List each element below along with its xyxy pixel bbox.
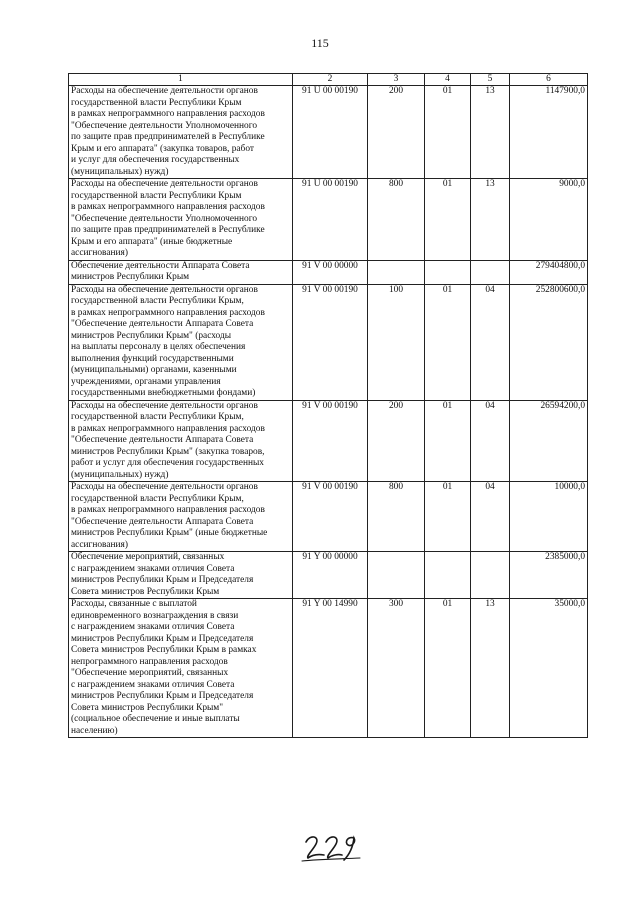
row-code: 91 U 00 00190 (293, 86, 368, 179)
row-amount: 2385000,0 (510, 552, 588, 599)
header-col-6: 6 (510, 74, 588, 86)
row-code: 91 U 00 00190 (293, 179, 368, 261)
header-col-2: 2 (293, 74, 368, 86)
row-col5 (471, 260, 510, 284)
row-amount: 252800600,0 (510, 284, 588, 400)
table-row (69, 599, 588, 738)
row-col4: 01 (425, 400, 471, 482)
row-col3: 800 (368, 482, 425, 552)
row-col4: 01 (425, 599, 471, 738)
row-col3: 200 (368, 86, 425, 179)
row-code: 91 V 00 00190 (293, 482, 368, 552)
row-description: Расходы, связанные с выплатой единовременного вознаграждения в связи с награждением знаками отличия Совета министров Республики Крым и Председателя Совета министров Республики Крым в рамках непрограммного направления расходов "Обеспечение мероприятий, связанных с награждением знаками отличия Совета министров Республики Крым и Председателя Совета министров Республики Крым" (социальное обеспечение и иные выплаты населению) (69, 599, 293, 738)
row-description: Расходы на обеспечение деятельности органов государственной власти Республики Крым, в рамках непрограммного направления расходов "Обеспечение деятельности Аппарата Совета министров Республики Крым" (расходы на выплаты персоналу в целях обеспечения выполнения функций государственными (муниципальными) органами, казенными учреждениями, органами управления государственными внебюджетными фондами) (69, 284, 293, 400)
row-col5 (471, 552, 510, 599)
row-col5: 04 (471, 284, 510, 400)
row-col5: 13 (471, 599, 510, 738)
table-row (69, 86, 588, 179)
row-col3: 800 (368, 179, 425, 261)
header-col-3: 3 (368, 74, 425, 86)
row-col4 (425, 552, 471, 599)
row-description: Обеспечение деятельности Аппарата Совета министров Республики Крым (69, 260, 293, 284)
row-amount: 1147900,0 (510, 86, 588, 179)
row-code: 91 Y 00 00000 (293, 552, 368, 599)
row-amount: 10000,0 (510, 482, 588, 552)
row-col3 (368, 260, 425, 284)
row-amount: 35000,0 (510, 599, 588, 738)
table-row (69, 179, 588, 261)
row-col4 (425, 260, 471, 284)
row-col3: 300 (368, 599, 425, 738)
row-code: 91 V 00 00190 (293, 400, 368, 482)
table-row (69, 400, 588, 482)
header-col-1: 1 (69, 74, 293, 86)
row-col3: 200 (368, 400, 425, 482)
table-row (69, 260, 588, 284)
row-col4: 01 (425, 284, 471, 400)
row-description: Расходы на обеспечение деятельности органов государственной власти Республики Крым, в рамках непрограммного направления расходов "Обеспечение деятельности Аппарата Совета министров Республики Крым" (иные бюджетные ассигнования) (69, 482, 293, 552)
row-code: 91 V 00 00000 (293, 260, 368, 284)
row-description: Расходы на обеспечение деятельности органов государственной власти Республики Крым, в рамках непрограммного направления расходов "Обеспечение деятельности Аппарата Совета министров Республики Крым" (закупка товаров, работ и услуг для обеспечения государственных (муниципальных) нужд) (69, 400, 293, 482)
header-col-5: 5 (471, 74, 510, 86)
row-col3: 100 (368, 284, 425, 400)
header-col-4: 4 (425, 74, 471, 86)
row-col3 (368, 552, 425, 599)
table-row (69, 482, 588, 552)
table-row (69, 552, 588, 599)
handwritten-signature (300, 828, 364, 864)
header-row (69, 74, 588, 86)
row-description: Обеспечение мероприятий, связанных с награждением знаками отличия Совета министров Республики Крым и Председателя Совета министров Республики Крым (69, 552, 293, 599)
row-col5: 04 (471, 482, 510, 552)
page-number: 115 (311, 36, 329, 50)
row-amount: 9000,0 (510, 179, 588, 261)
row-code: 91 Y 00 14990 (293, 599, 368, 738)
row-amount: 279404800,0 (510, 260, 588, 284)
row-col5: 13 (471, 179, 510, 261)
row-code: 91 V 00 00190 (293, 284, 368, 400)
row-col4: 01 (425, 86, 471, 179)
row-col5: 13 (471, 86, 510, 179)
budget-table (68, 73, 588, 738)
row-amount: 26594200,0 (510, 400, 588, 482)
row-description: Расходы на обеспечение деятельности органов государственной власти Республики Крым в рамках непрограммного направления расходов "Обеспечение деятельности Уполномоченного по защите прав предпринимателей в Республике Крым и его аппарата" (закупка товаров, работ и услуг для обеспечения государственных (муниципальных) нужд) (69, 86, 293, 179)
row-description: Расходы на обеспечение деятельности органов государственной власти Республики Крым в рамках непрограммного направления расходов "Обеспечение деятельности Уполномоченного по защите прав предпринимателей в Республике Крым и его аппарата" (иные бюджетные ассигнования) (69, 179, 293, 261)
row-col5: 04 (471, 400, 510, 482)
table-row (69, 284, 588, 400)
row-col4: 01 (425, 179, 471, 261)
row-col4: 01 (425, 482, 471, 552)
